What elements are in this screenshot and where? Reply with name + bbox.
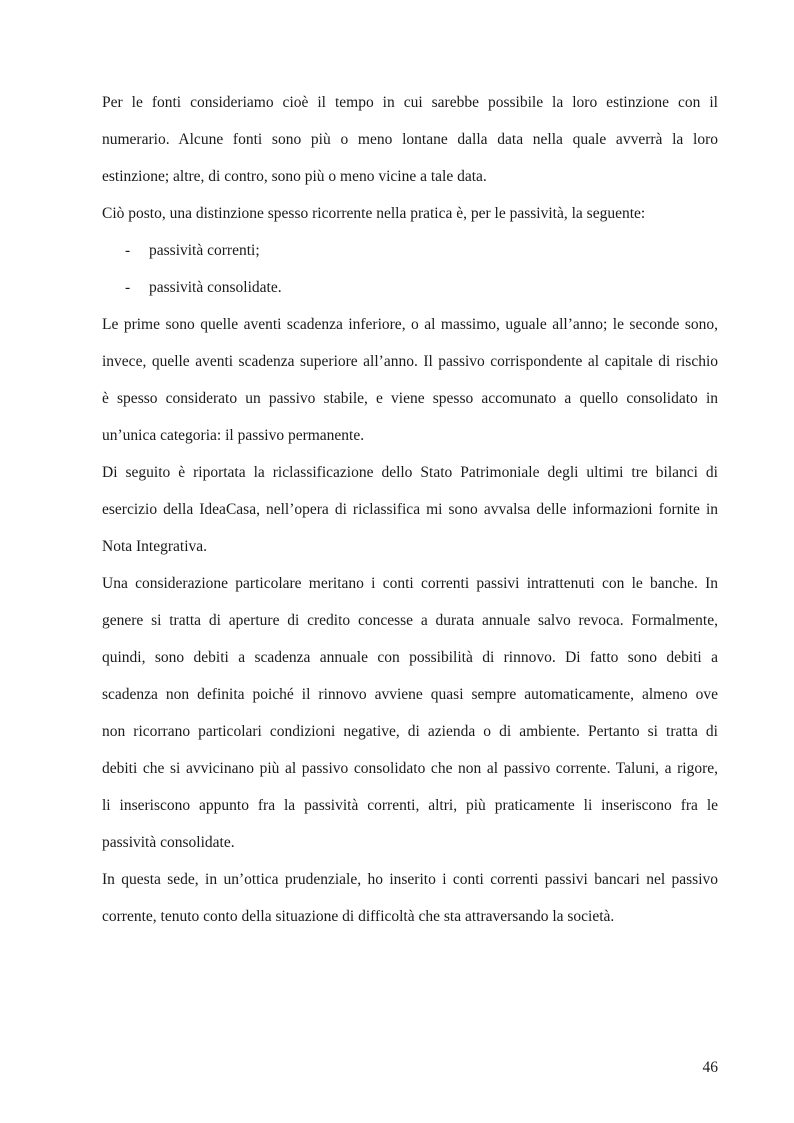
text-line: passività consolidate.: [102, 834, 235, 851]
text-line: In questa sede, in un’ottica prudenziale, ho inserito i conti correnti passivi bancari nel passivo: [102, 871, 718, 888]
paragraph-ottica-prudenziale: [102, 865, 718, 939]
text-line: genere si tratta di aperture di credito concesse a durata annuale salvo revoca. Formalmente,: [102, 612, 718, 629]
list-item: [102, 236, 718, 273]
page-number: 46: [702, 1059, 718, 1076]
text-line: Le prime sono quelle aventi scadenza inferiore, o al massimo, uguale all’anno; le seconde sono,: [102, 316, 718, 333]
paragraph-distinzione: [102, 199, 718, 236]
paragraph-scadenze: [102, 310, 718, 458]
text-line: corrente, tenuto conto della situazione di difficoltà che sta attraversando la società.: [102, 908, 615, 925]
paragraph-riclassificazione: [102, 458, 718, 569]
list-item-text: passività consolidate.: [149, 279, 282, 296]
passivita-list: [102, 236, 718, 310]
paragraph-fonti-intro: [102, 88, 718, 199]
text-line: non ricorrano particolari condizioni negative, di azienda o di ambiente. Pertanto si tratta di: [102, 723, 718, 740]
list-dash: -: [125, 242, 131, 259]
text-line: debiti che si avvicinano più al passivo consolidato che non al passivo corrente. Taluni, a rigore,: [102, 760, 718, 777]
list-item-text: passività correnti;: [149, 242, 260, 259]
text-line: quindi, sono debiti a scadenza annuale con possibilità di rinnovo. Di fatto sono debiti a: [102, 649, 718, 666]
text-line: Nota Integrativa.: [102, 538, 208, 555]
text-line: Per le fonti consideriamo cioè il tempo in cui sarebbe possibile la loro estinzione con il: [102, 94, 718, 111]
text-line: invece, quelle aventi scadenza superiore all’anno. Il passivo corrispondente al capitale di rischio: [102, 353, 718, 370]
text-line: Di seguito è riportata la riclassificazione dello Stato Patrimoniale degli ultimi tre bilanci di: [102, 464, 718, 481]
text-line: un’unica categoria: il passivo permanente.: [102, 427, 365, 444]
text-line: esercizio della IdeaCasa, nell’opera di riclassifica mi sono avvalsa delle informazioni fornite in: [102, 501, 718, 518]
text-line: numerario. Alcune fonti sono più o meno lontane dalla data nella quale avverrà la loro: [102, 131, 718, 148]
text-line: estinzione; altre, di contro, sono più o meno vicine a tale data.: [102, 168, 487, 185]
list-item: [102, 273, 718, 310]
document-body: [102, 88, 718, 939]
text-line: Una considerazione particolare meritano i conti correnti passivi intrattenuti con le banche. In: [102, 575, 718, 592]
text-line: Ciò posto, una distinzione spesso ricorrente nella pratica è, per le passività, la seguente:: [102, 205, 646, 222]
text-line: è spesso considerato un passivo stabile, e viene spesso accomunato a quello consolidato in: [102, 390, 718, 407]
paragraph-conti-correnti: [102, 569, 718, 865]
text-line: scadenza non definita poiché il rinnovo avviene quasi sempre automaticamente, almeno ove: [102, 686, 718, 703]
list-dash: -: [125, 279, 131, 296]
text-line: li inseriscono appunto fra la passività correnti, altri, più praticamente li inseriscono fra le: [102, 797, 718, 814]
